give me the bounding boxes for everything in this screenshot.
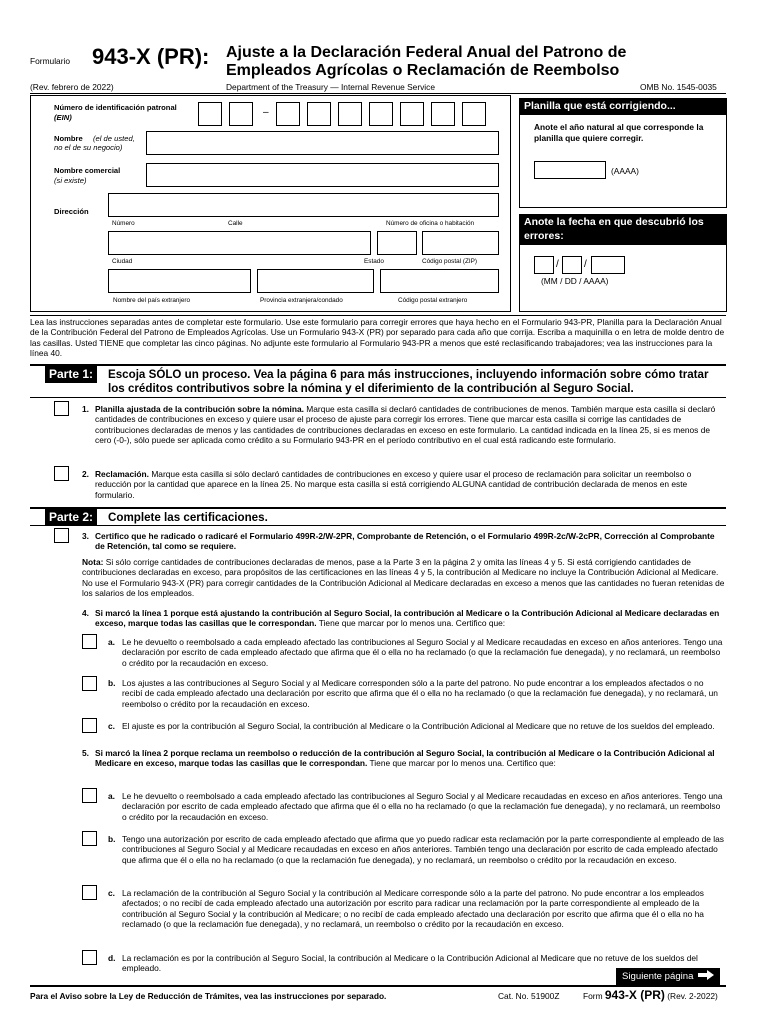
line5-number: 5. (82, 748, 89, 758)
line4-heading: Si marcó la línea 1 porque está ajustando la contribución al Seguro Social, la contribución al Medicare o la Contribución Adicional al Medicare declaradas en exceso, marque todas las casillas que le correspondan. (95, 608, 720, 629)
line1-number: 1. (82, 404, 89, 414)
line2-heading: Reclamación. (95, 469, 149, 479)
oficina-caption: Número de oficina o habitación (386, 220, 475, 227)
line5a-letter: a. (108, 791, 115, 801)
line2-text (95, 469, 725, 500)
part1-title-divider (30, 397, 726, 398)
paperwork-notice: Para el Aviso sobre la Ley de Reducción de Trámites, vea las instrucciones por separado. (30, 991, 387, 1001)
line5d-text: La reclamación es por la contribución al Seguro Social, la contribución al Medicare o la Contribución Adicional al Medicare que no retuve de los sueldos del empleado. (122, 953, 698, 974)
line5-tail: Tiene que marcar por lo menos una. Certifico que: (369, 758, 556, 769)
footer-revision: (Rev. 2-2022) (667, 991, 718, 1001)
line5d-letter: d. (108, 953, 116, 963)
corrigiendo-heading: Planilla que está corrigiendo... (519, 98, 727, 115)
revision-date: (Rev. febrero de 2022) (30, 82, 114, 92)
line4-tail: Tiene que marcar por lo menos una. Certifico que: (318, 618, 506, 629)
part1-title: Escoja SÓLO un proceso. Vea la página 6 para más instrucciones, incluyendo información sobre cómo tratar los créditos contributivos sobre la nómina y el diferimiento de la contribución al Seguro Social. (108, 368, 709, 395)
part2-title-divider (30, 525, 726, 526)
header-divider (30, 93, 726, 94)
line5b-letter: b. (108, 834, 116, 844)
line4-number: 4. (82, 608, 89, 618)
nota-heading: Nota: (82, 557, 104, 567)
part2-divider (30, 507, 726, 509)
line1-heading: Planilla ajustada de la contribución sobre la nómina. (95, 404, 304, 414)
line5a-text: Le he devuelto o reembolsado a cada empleado afectado las contribuciones al Seguro Social y al Medicare recaudadas en exceso en años anteriores. Tengo una declaración por escrito de cada empleado afectado que afirma que él o ella no ha reclamado (o que la reclamación fue denegada), y no reclamará, un reembolso o crédito por la recaudación en exceso. (122, 791, 723, 822)
nombre-comercial-label: Nombre comercial (54, 166, 121, 175)
form-number: 943-X (PR): (92, 44, 210, 69)
mmddaaaa-caption: (MM / DD / AAAA) (541, 276, 609, 286)
nota-text (82, 557, 726, 599)
intro-text: Lea las instrucciones separadas antes de completar este formulario. Use este formulario para corregir errores que haya hecho en el Formulario 943-PR, Planilla para la Declaración Anual de la Contribución Federal del Patrono de Empleados Agrícolas. Use un Formulario 943-X (PR) por separado para cada año que corrija. Escriba a maquinilla o en letra de molde dentro de las casillas. Usted TIENE que completar las cinco páginas. No adjunte este formulario al Formulario 943-PR a menos que esté reclasificando trabajadores; vea las instrucciones para la línea 40. (30, 317, 725, 359)
intro-divider (30, 315, 726, 316)
ein-digit-9[interactable] (462, 102, 486, 126)
line4c-text: El ajuste es por la contribución al Seguro Social, la contribución al Medicare o la Contribución Adicional al Medicare que no retuve de los sueldos del empleado. (122, 721, 715, 731)
line4-text (95, 608, 725, 629)
footer-form-id (583, 988, 718, 1003)
line3-checkbox[interactable] (54, 528, 69, 543)
next-page-badge (616, 968, 720, 986)
zip-field[interactable] (422, 231, 499, 255)
line5c-letter: c. (108, 888, 115, 898)
line1-body: Marque esta casilla si declaró cantidades de contribuciones de menos. También marque esta casilla si declaró cantidades de contribuciones en exceso y quiere usar el proceso de ajuste para corregir los errores. Tiene que marcar esta casilla si corrige las cantidades de contribuciones declaradas de menos y las cantidades de contribuciones declaradas en exceso en este formulario. La cantidad indicada en la línea 25, si es menos de cero (-0-), sólo puede ser aplicada como crédito a su Formulario 943-PR en el período contributivo en el cual está radicando este formulario. (95, 404, 716, 446)
ein-digit-6[interactable] (369, 102, 393, 126)
department: Department of the Treasury — Internal Revenue Service (226, 82, 436, 92)
next-page-label: Siguiente página (622, 971, 694, 982)
postal-ext-field[interactable] (380, 269, 499, 293)
ein-digit-3[interactable] (276, 102, 300, 126)
ein-abbr: (EIN) (54, 113, 72, 122)
footer-form-number: 943-X (PR) (604, 988, 665, 1002)
corrigiendo-text: Anote el año natural al que corresponde la planilla que quiere corregir. (534, 122, 704, 143)
provincia-caption: Provincia extranjera/condado (260, 297, 343, 304)
estado-caption: Estado (364, 258, 384, 265)
ein-digit-8[interactable] (431, 102, 455, 126)
day-field[interactable] (562, 256, 582, 274)
form-title-line1: Ajuste a la Declaración Federal Anual del Patrono de (226, 44, 627, 61)
part2-tab: Parte 2: (45, 509, 97, 526)
form-title-line2: Empleados Agrícolas o Reclamación de Reembolso (226, 62, 620, 79)
line4b-letter: b. (108, 678, 116, 688)
nombre-field[interactable] (146, 131, 499, 155)
part1-divider (30, 364, 726, 366)
direccion-field[interactable] (108, 193, 499, 217)
ciudad-field[interactable] (108, 231, 371, 255)
line4b-text: Los ajustes a las contribuciones al Seguro Social y al Medicare corresponden sólo a la parte del patrono. No pude encontrar a los empleados afectados o no recibí de cada empleado afectado una declaración por escrito que afirma que él o ella no ha reclamado (o que la reclamación fue denegada), y no reclamará, un reembolso o crédito por la recaudación en exceso. (122, 678, 718, 709)
year-field[interactable] (534, 161, 606, 179)
nombre-hint: (el de usted, no el de su negocio) (54, 134, 135, 153)
line4a-checkbox[interactable] (82, 634, 97, 649)
line1-text (95, 404, 725, 446)
line4a-letter: a. (108, 637, 115, 647)
postal-ext-caption: Código postal extranjero (398, 297, 468, 304)
pais-caption: Nombre del país extranjero (113, 297, 191, 304)
ein-label: Número de identificación patronal (54, 103, 177, 112)
numero-caption: Número (112, 220, 135, 227)
line5b-checkbox[interactable] (82, 831, 97, 846)
line5d-checkbox[interactable] (82, 950, 97, 965)
date-year-field[interactable] (591, 256, 625, 274)
line2-checkbox[interactable] (54, 466, 69, 481)
catalog-number: Cat. No. 51900Z (498, 991, 560, 1001)
footer-divider (30, 985, 726, 987)
nombre-comercial-field[interactable] (146, 163, 499, 187)
line4c-checkbox[interactable] (82, 718, 97, 733)
line5c-checkbox[interactable] (82, 885, 97, 900)
line2-number: 2. (82, 469, 89, 479)
direccion-label: Dirección (54, 207, 89, 216)
line5c-text: La reclamación de la contribución al Seguro Social y la contribución al Medicare corresponde sólo a la parte del patrono. No pude encontrar a los empleados afectados; o no recibí de cada empleado afectado una autorización por escrito para radicar una reclamación por la parte correspondiente al empleado de la contribución al Seguro Social y la contribución al Medicare; o no recibí de cada empleado afectado una declaración por escrito que afirma que él o ella no ha reclamado (o que la reclamación fue denegada), y no reclamará, un reembolso o crédito por la recaudación en exceso. (122, 888, 704, 930)
ein-dash: – (263, 107, 269, 118)
ein-digit-4[interactable] (307, 102, 331, 126)
footer-form-label: Form (583, 991, 603, 1001)
line5a-checkbox[interactable] (82, 788, 97, 803)
arrow-right-icon (698, 970, 714, 984)
slash-1: / (556, 259, 559, 270)
nombre-label: Nombre (54, 134, 83, 143)
line5-heading: Si marcó la línea 2 porque reclama un reembolso o reducción de la contribución al Seguro Social, la contribución al Medicare o la Contribución Adicional al Medicare en exceso, marque todas las casillas que le correspondan. (95, 748, 715, 769)
part2-title: Complete las certificaciones. (108, 511, 268, 524)
line1-checkbox[interactable] (54, 401, 69, 416)
ciudad-caption: Ciudad (112, 258, 133, 265)
calle-caption: Calle (228, 220, 243, 227)
line3-text: Certifico que he radicado o radicaré el Formulario 499R-2/W-2PR, Comprobante de Retención, o el Formulario 499R-2c/W-2cPR, Corrección al Comprobante de Retención, tal como se requiere. (95, 531, 715, 552)
line4c-letter: c. (108, 721, 115, 731)
nota-body: Si sólo corrige cantidades de contribuciones declaradas de menos, pase a la Parte 3 en la página 2 y omita las líneas 4 y 5. Si está corrigiendo cantidades de contribuciones declaradas en exceso, para propósitos de las certificaciones en las líneas 4 y 5, la contribución al Medicare no incluye la Contribución Adicional al Medicare. No use el Formulario 943-X (PR) para corregir cantidades de la Contribución Adicional al Medicare declaradas en exceso a menos que las cantidades no fueran retenidas de los salarios de los empleados. (82, 557, 725, 599)
line2-body: Marque esta casilla si sólo declaró cantidades de contribuciones en exceso y quiere usar el proceso de reclamación para solicitar un reembolso o reducción por la cantidad que aparece en la línea 25. No marque esta casilla si está corrigiendo ALGUNA cantidad de contribución declarada de menos en este formulario. (95, 469, 692, 500)
omb-number: OMB No. 1545-0035 (640, 82, 717, 92)
pais-field[interactable] (108, 269, 251, 293)
part1-tab: Parte 1: (45, 366, 97, 383)
estado-field[interactable] (377, 231, 417, 255)
fecha-heading: Anote la fecha en que descubrió los errores: (519, 214, 727, 245)
line5b-text: Tengo una autorización por escrito de cada empleado afectado que afirma que yo puedo radicar esta reclamación por la parte correspondiente al empleado de las contribuciones al Seguro Social y al Medicare recaudadas en exceso en años anteriores. También tengo una declaración por escrito de cada empleado afectado que afirma que él o ella no ha reclamado (o que la reclamación fue denegada), y no reclamará, un reembolso o crédito por la recaudación en exceso. (122, 834, 724, 865)
line3-number: 3. (82, 531, 89, 541)
slash-2: / (584, 259, 587, 270)
ein-digit-2[interactable] (229, 102, 253, 126)
ein-digit-1[interactable] (198, 102, 222, 126)
form-label: Formulario (30, 56, 71, 66)
ein-digit-5[interactable] (338, 102, 362, 126)
nombre-comercial-hint: (si existe) (54, 176, 87, 185)
ein-digit-7[interactable] (400, 102, 424, 126)
month-field[interactable] (534, 256, 554, 274)
line5-text (95, 748, 725, 769)
line4a-text: Le he devuelto o reembolsado a cada empleado afectado las contribuciones al Seguro Social y al Medicare recaudadas en exceso en años anteriores. Tengo una declaración por escrito de cada empleado afectado que afirma que él o ella no ha reclamado (o que la reclamación fue denegada), y no reclamará, un reembolso o crédito por la recaudación en exceso. (122, 637, 723, 668)
provincia-field[interactable] (257, 269, 374, 293)
aaaa-caption: (AAAA) (611, 166, 639, 176)
zip-caption: Código postal (ZIP) (422, 258, 478, 265)
line4b-checkbox[interactable] (82, 676, 97, 691)
